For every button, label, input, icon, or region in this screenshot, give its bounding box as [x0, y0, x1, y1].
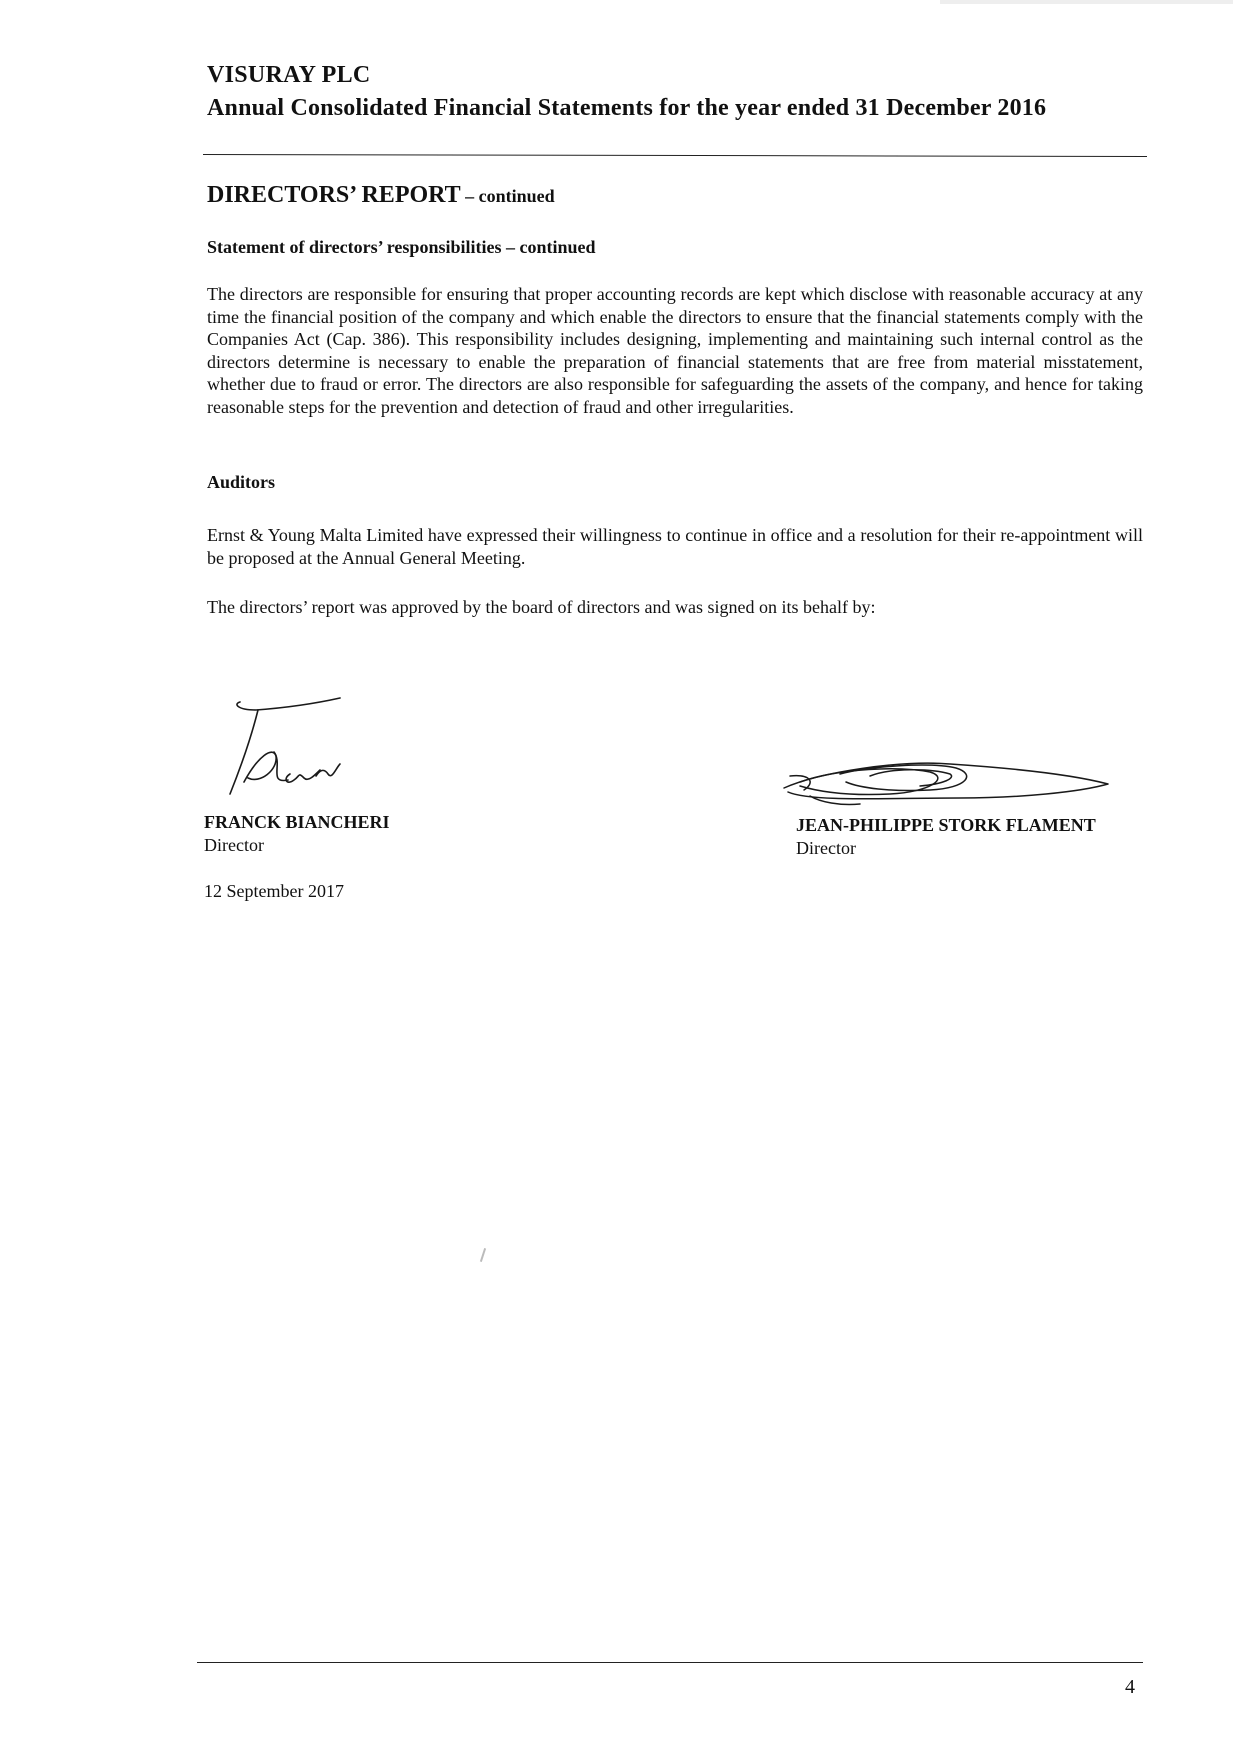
approval-paragraph: The directors’ report was approved by the board of directors and was signed on its behalf by: [207, 597, 876, 617]
signatory-left-name: FRANCK BIANCHERI [204, 812, 390, 832]
header-divider [203, 154, 1147, 157]
signatory-left-role: Director [204, 835, 264, 855]
sub-heading: Statement of directors’ responsibilities – continued [207, 237, 596, 257]
signature-left [228, 694, 353, 804]
signatory-left [204, 812, 390, 856]
auditors-paragraph: Ernst & Young Malta Limited have expressed their willingness to continue in office and a resolution for their re-appointment will be proposed at the Annual General Meeting. [207, 525, 1143, 568]
section-heading [207, 182, 555, 209]
scan-edge [940, 0, 1233, 4]
document-subtitle: Annual Consolidated Financial Statements for the year ended 31 December 2016 [207, 95, 1047, 121]
responsibilities-paragraph: The directors are responsible for ensuring that proper accounting records are kept which disclose with reasonable accuracy at any time the financial position of the company and which enable the directors to ensure that the financial statements comply with the Companies Act (Cap. 386). This responsibility includes designing, implementing and maintaining such internal control as the directors determine is necessary to enable the preparation of financial statements that are free from material misstatement, whether due to fraud or error. The directors are also responsible for safeguarding the assets of the company, and hence for taking reasonable steps for the prevention and detection of fraud and other irregularities. [207, 284, 1143, 417]
signatory-right [796, 815, 1096, 859]
signature-right [780, 752, 1110, 812]
signatory-right-role: Director [796, 838, 856, 858]
footer-divider [197, 1662, 1143, 1663]
section-heading-suffix: – continued [460, 186, 555, 206]
scan-artifact [480, 1248, 486, 1262]
company-name: VISURAY PLC [207, 62, 371, 88]
auditors-heading: Auditors [207, 472, 276, 492]
section-heading-title: DIRECTORS’ REPORT [207, 182, 461, 208]
signatory-right-name: JEAN-PHILIPPE STORK FLAMENT [796, 815, 1096, 835]
page-number: 4 [1125, 1676, 1135, 1698]
signing-date: 12 September 2017 [204, 881, 344, 901]
